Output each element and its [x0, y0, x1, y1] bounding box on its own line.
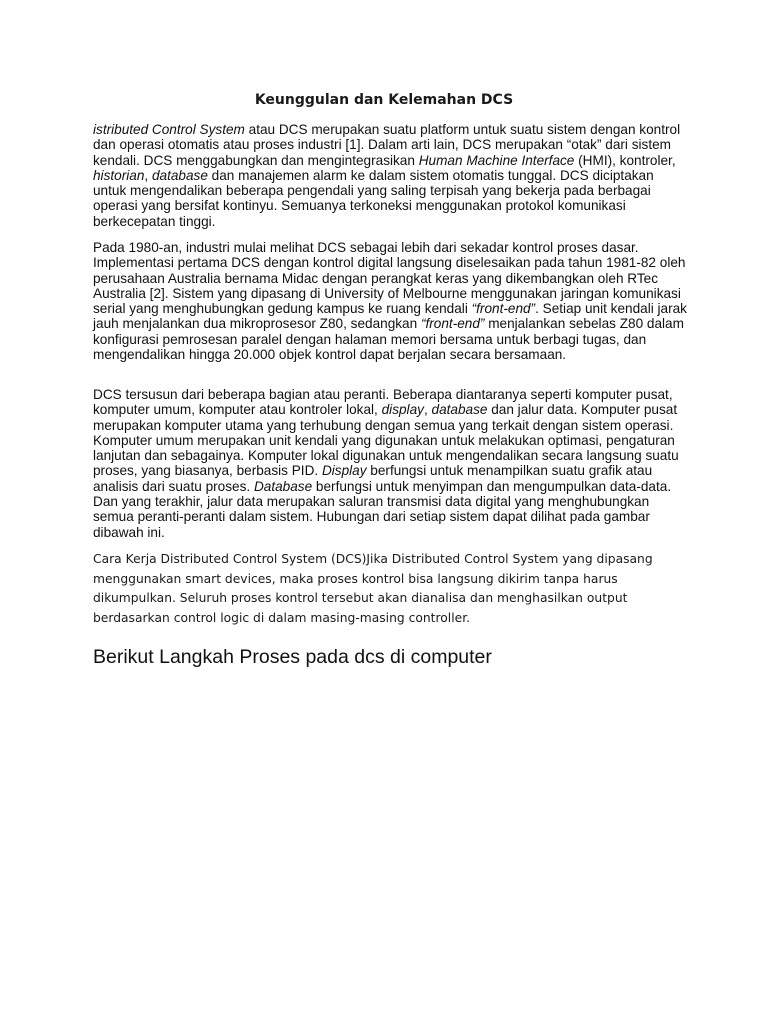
italic-term: istributed Control System: [93, 122, 245, 137]
text-run: berfungsi untuk menampilkan suatu grafik atau analisis dari suatu proses.: [93, 463, 653, 494]
text-run: . Setiap unit kendali jarak jauh menjalankan dua mikroprosesor Z80, sedangkan: [93, 301, 687, 332]
document-title: Keunggulan dan Kelemahan DCS: [254, 92, 514, 108]
italic-term: Human Machine Interface: [418, 152, 575, 168]
text-run: berfungsi untuk menyimpan dan mengumpulkan data-data. Dan yang terakhir, jalur data merupakan saluran transmisi data digital yang menghubungkan semua peranti-peranti dalam sistem. Hubungan dari setiap sistem dapat dilihat pada gambar dibawah ini.: [93, 478, 672, 540]
text-run: Pada 1980-an, industri mulai melihat DCS sebagai lebih dari sekadar kontrol proses dasar. Implementasi pertama DCS dengan kontrol digital langsung diselesaikan pada tahun 1981-82 oleh perusahaan Australia bernama Midac dengan perangkat keras yang dikembangkan oleh RTec Australia [2]. Sistem yang dipasang di University of Melbourne menggunakan jaringan komunikasi serial yang menghubungkan gedung kampus ke ruang kendali: [93, 240, 686, 317]
paragraph-dcs-history: [93, 240, 688, 362]
italic-term: historian: [93, 167, 145, 183]
text-run: atau DCS merupakan suatu platform untuk suatu sistem dengan kontrol dan operasi otomatis atau proses industri [1]. Dalam arti lain, DCS merupakan “otak” dari sistem kendali. DCS menggabungkan dan mengintegrasikan: [93, 122, 681, 168]
text-run: ,: [423, 402, 432, 418]
text-run: dan jalur data. Komputer pusat merupakan komputer utama yang terhubung dengan semua yang terkait dengan sistem operasi. Komputer umum merupakan unit kendali yang digunakan untuk melakukan optimasi, pengaturan lanjutan dan sebagainya. Komputer lokal digunakan untuk mengendalikan secara langsung suatu proses, yang biasanya, berbasis PID.: [93, 402, 679, 479]
text-run: dan manajemen alarm ke dalam sistem otomatis tunggal. DCS diciptakan untuk mengendalikan beberapa pengendali yang saling terpisah yang bekerja pada berbagai operasi yang bersifat kontinyu. Semuanya terkoneksi menggunakan protokol komunikasi berkecepatan tinggi.: [93, 167, 654, 229]
section-heading-langkah-proses: Berikut Langkah Proses pada dcs di computer: [93, 646, 492, 668]
paragraph-dcs-components: [93, 387, 688, 540]
paragraph-cara-kerja: Cara Kerja Distributed Control System (DCS)Jika Distributed Control System yang dipasang menggunakan smart devices, maka proses kontrol bisa langsung dikirim tanpa harus dikumpulkan. Seluruh proses kontrol tersebut akan dianalisa dan menghasilkan output berdasarkan control logic di dalam masing-masing controller.: [93, 552, 653, 625]
text-run: (HMI), kontroler,: [574, 152, 676, 168]
paragraph-dcs-definition: [93, 122, 688, 229]
italic-term: “front-end”: [420, 316, 485, 332]
italic-term: Display: [321, 463, 367, 479]
italic-term: “front-end”: [471, 301, 536, 317]
italic-term: display: [381, 402, 424, 418]
text-run: DCS tersusun dari beberapa bagian atau peranti. Beberapa diantaranya seperti komputer pusat, komputer umum, komputer atau kontroler lokal,: [93, 387, 673, 418]
text-run: menjalankan sebelas Z80 dalam konfigurasi pemrosesan paralel dengan halaman memori bersama untuk berbagi tugas, dan mengendalikan hingga 20.000 objek kontrol dapat berjalan secara bersamaan.: [93, 316, 684, 363]
italic-term: database: [431, 402, 488, 418]
italic-term: Database: [253, 478, 313, 494]
text-run: ,: [144, 167, 152, 183]
italic-term: database: [151, 167, 208, 183]
